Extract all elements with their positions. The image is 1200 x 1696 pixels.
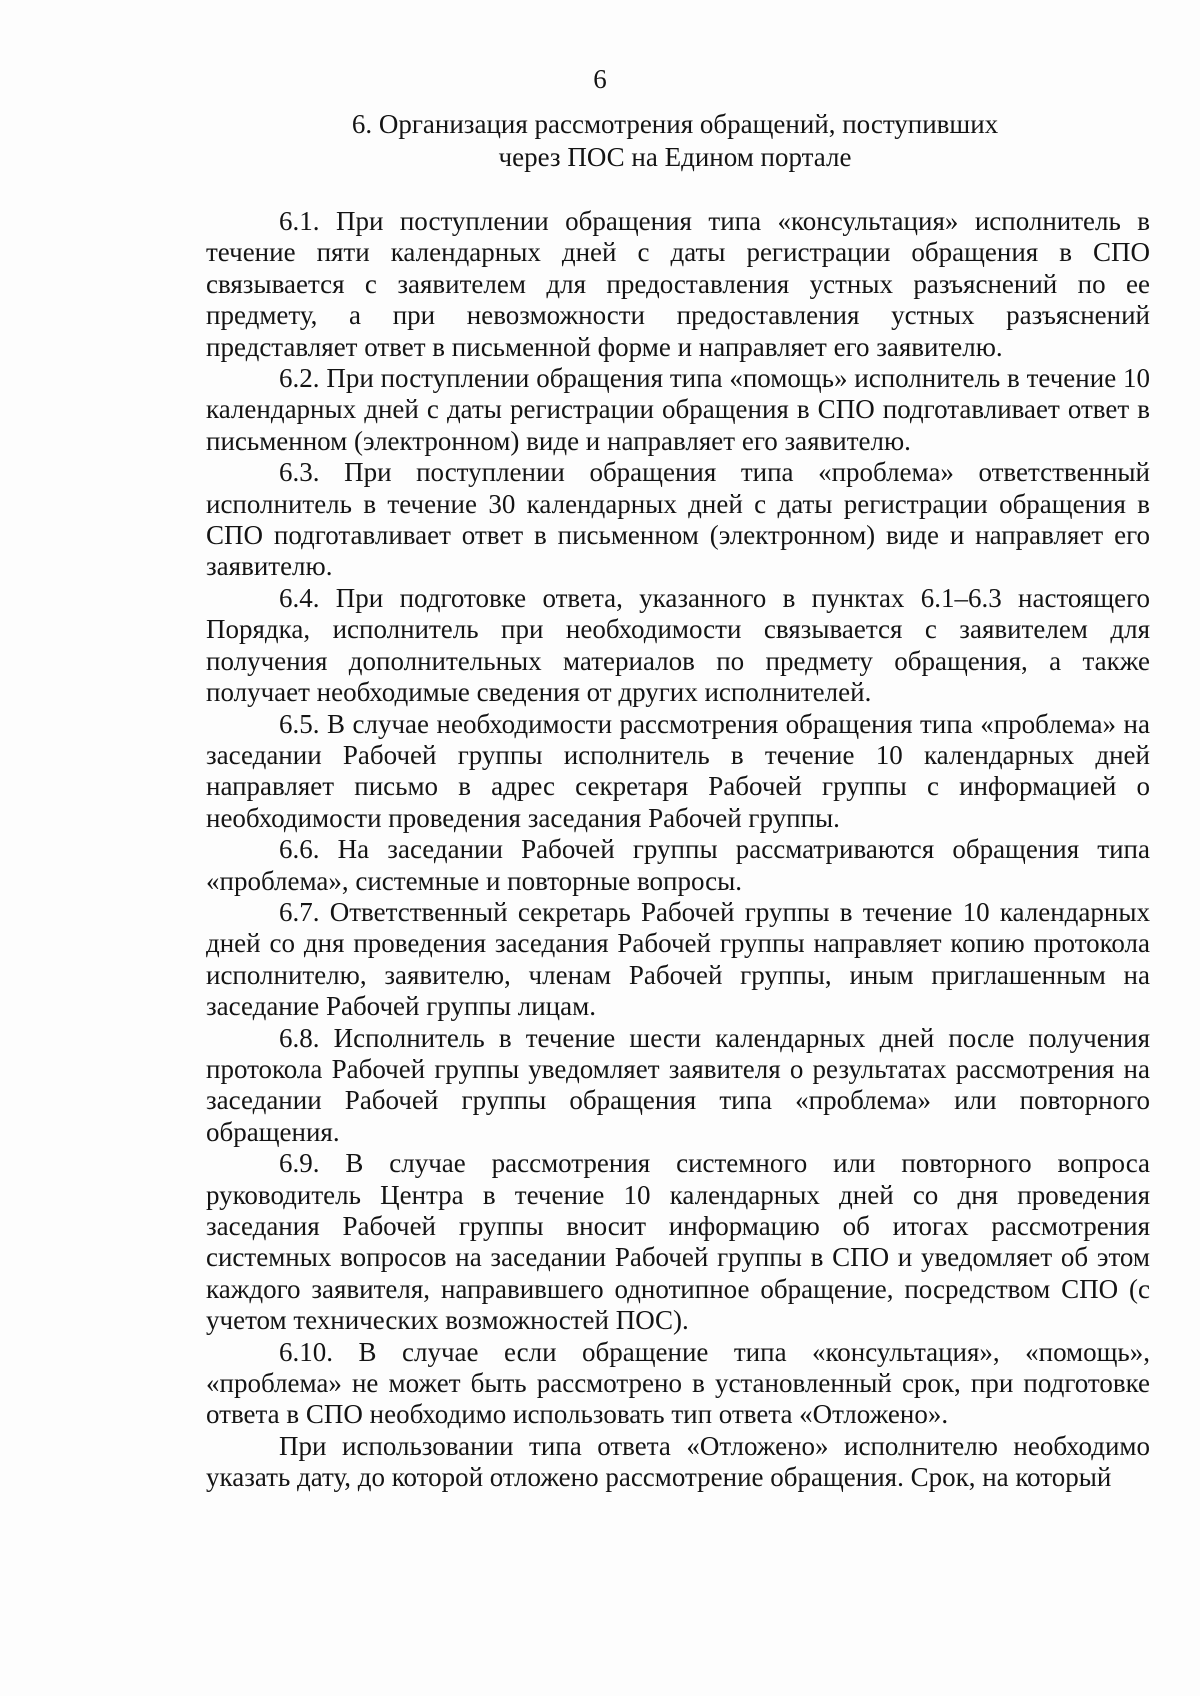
paragraph-6-4: 6.4. При подготовке ответа, указанного в пунктах 6.1–6.3 настоящего Порядка, исполнитель при необходимости связывается с заявителем для получения дополнительных материалов по предмету обращения, а также получает необходимые сведения от других исполнителей. [206,582,1150,708]
paragraph-6-1: 6.1. При поступлении обращения типа «консультация» исполнитель в течение пяти календарных дней с даты регистрации обращения в СПО связывается с заявителем для предоставления устных разъяснений по ее предмету, а при невозможности предоставления устных разъяснений представляет ответ в письменной форме и направляет его заявителю. [206,206,1150,362]
paragraph-6-8: 6.8. Исполнитель в течение шести календарных дней после получения протокола Рабочей группы уведомляет заявителя о результатах рассмотрения на заседании Рабочей группы обращения типа «проблема» или повторного обращения. [206,1022,1150,1147]
paragraph-continuation: При использовании типа ответа «Отложено» исполнителю необходимо указать дату, до которой отложено рассмотрение обращения. Срок, на который [206,1430,1150,1493]
document-body [206,206,1150,1494]
paragraph-6-10: 6.10. В случае если обращение типа «консультация», «помощь», «проблема» не может быть рассмотрено в установленный срок, при подготовке ответа в СПО необходимо использовать тип ответа «Отложено». [206,1336,1150,1430]
paragraph-6-3: 6.3. При поступлении обращения типа «проблема» ответственный исполнитель в течение 30 календарных дней с даты регистрации обращения в СПО подготавливает ответ в письменном (электронном) виде и направляет его заявителю. [206,457,1150,582]
section-heading-line-2: через ПОС на Едином портале [498,142,852,172]
paragraph-6-7: 6.7. Ответственный секретарь Рабочей группы в течение 10 календарных дней со дня проведения заседания Рабочей группы направляет копию протокола исполнителю, заявителю, членам Рабочей группы, иным приглашенным на заседание Рабочей группы лицам. [206,896,1150,1022]
paragraph-6-5: 6.5. В случае необходимости рассмотрения обращения типа «проблема» на заседании Рабочей группы исполнитель в течение 10 календарных дней направляет письмо в адрес секретаря Рабочей группы с информацией о необходимости проведения заседания Рабочей группы. [206,708,1150,833]
paragraph-6-9: 6.9. В случае рассмотрения системного или повторного вопроса руководитель Центра в течение 10 календарных дней со дня проведения заседания Рабочей группы вносит информацию об итогах рассмотрения системных вопросов на заседании Рабочей группы в СПО и уведомляет об этом каждого заявителя, направившего однотипное обращение, посредством СПО (с учетом технических возможностей ПОС). [206,1148,1150,1336]
section-heading [200,108,1150,174]
paragraph-6-6: 6.6. На заседании Рабочей группы рассматриваются обращения типа «проблема», системные и повторные вопросы. [206,834,1150,896]
paragraph-6-2: 6.2. При поступлении обращения типа «помощь» исполнитель в течение 10 календарных дней с даты регистрации обращения в СПО подготавливает ответ в письменном (электронном) виде и направляет его заявителю. [206,363,1150,456]
page-number: 6 [593,64,607,94]
section-heading-line-1: 6. Организация рассмотрения обращений, поступивших [351,109,999,139]
